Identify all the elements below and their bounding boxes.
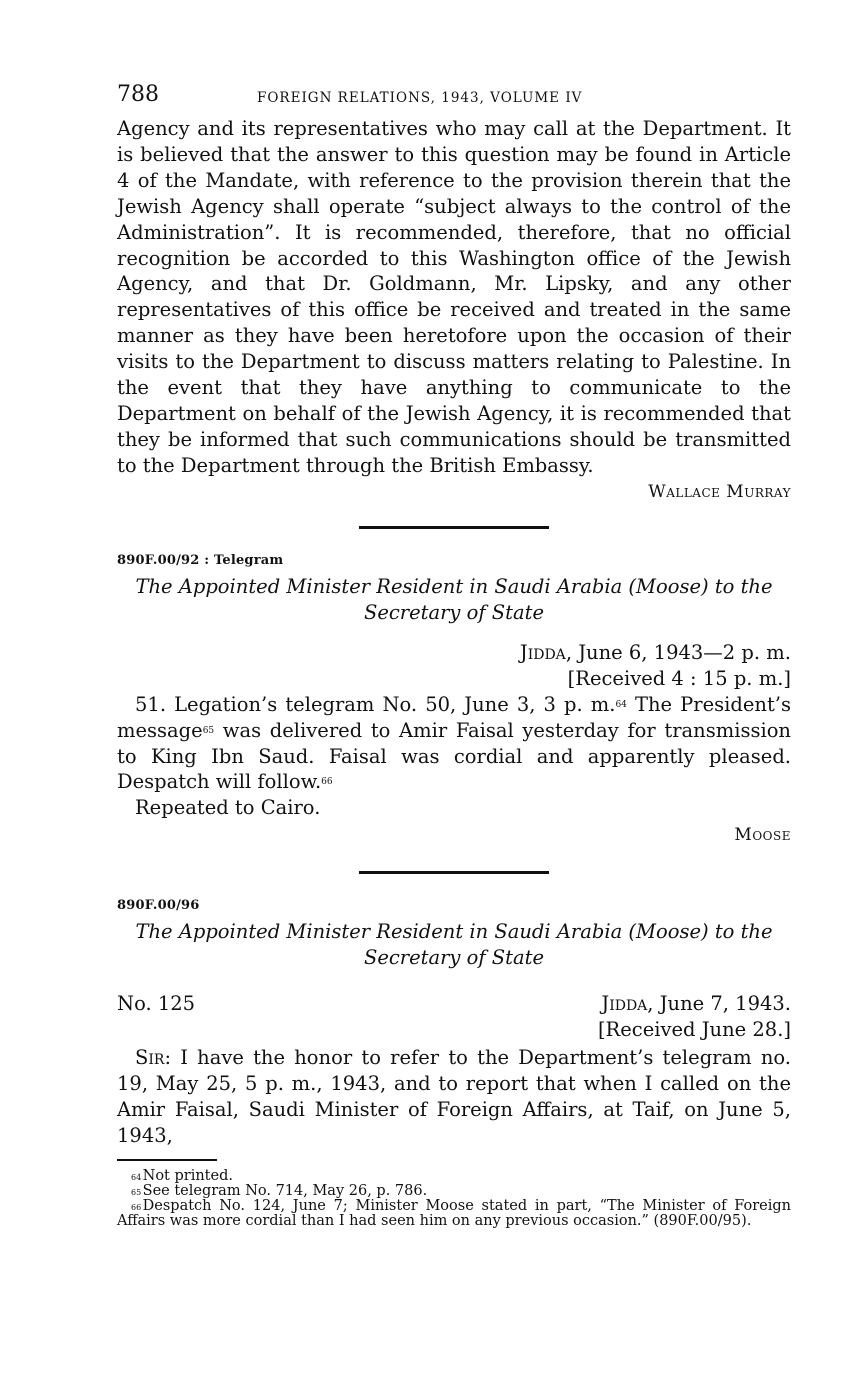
doc2-salutation: Sir: [135, 1046, 165, 1070]
section-divider: [359, 871, 549, 874]
footnote-ref-66: 66: [321, 777, 333, 788]
doc2-place: Jidda: [601, 992, 648, 1016]
doc2-dateline: [601, 991, 791, 1017]
doc1-signature: Moose: [734, 825, 791, 846]
document-page: [117, 82, 791, 1229]
footnote-divider: [117, 1159, 217, 1161]
doc2-date: , June 7, 1943.: [647, 992, 791, 1016]
memo-paragraph: Agency and its representatives who may call at the Department. It is believed that the answer to this question may be found in Article 4 of the Mandate, with reference to the provision therein that the Jewish Agency shall operate “subject always to the control of the Administration”. It is recommended, therefore, that no official recognition be accorded to this Washington office of the Jewish Agency, and that Dr. Goldmann, Mr. Lipsky, and any other representatives of this office be received and treated in the same manner as they have been heretofore upon the occasion of their visits to the Department to discuss matters relating to Palestine. In the event that they have anything to communicate to the Department on behalf of the Jewish Agency, it is recommended that they be informed that such communications should be transmitted to the Department through the British Embassy.: [117, 117, 791, 477]
doc1-received: [Received 4 : 15 p. m.]: [567, 666, 791, 690]
doc2-title: [117, 919, 791, 971]
doc2-received: [Received June 28.]: [597, 1018, 791, 1042]
doc1-para-b: The President’s message: [117, 692, 791, 742]
footnote-mark: 65: [131, 1187, 142, 1197]
doc1-file-reference: 890F.00/92 : Telegram: [117, 552, 284, 568]
footnote-text: Not printed.: [142, 1167, 233, 1184]
page-header: [117, 82, 791, 116]
page-number: 788: [117, 82, 159, 107]
footnote-64: [117, 1169, 791, 1184]
doc2-paragraph: [117, 1045, 791, 1149]
doc1-repeated: Repeated to Cairo.: [135, 796, 321, 820]
footnote-mark: 64: [131, 1172, 142, 1182]
doc1-paragraph: [117, 692, 791, 796]
footnote-ref-65: 65: [202, 725, 215, 736]
doc1-title: [117, 574, 791, 626]
doc2-title-line2: Secretary of State: [363, 946, 545, 970]
footnote-65: [117, 1184, 791, 1199]
doc1-para-c: was delivered to Amir Faisal yesterday for transmission to King Ibn Saud. Faisal was cordial and apparently pleased. Despatch will follow.: [117, 718, 791, 794]
footnote-ref-64: 64: [615, 699, 627, 710]
doc2-title-line1: The Appointed Minister Resident in Saudi Arabia (Moose) to the: [135, 920, 773, 944]
footnote-text: See telegram No. 714, May 26, p. 786.: [142, 1182, 428, 1199]
section-divider: [359, 526, 549, 529]
running-title: FOREIGN RELATIONS, 1943, VOLUME IV: [257, 90, 583, 106]
doc1-title-line1: The Appointed Minister Resident in Saudi Arabia (Moose) to the: [135, 574, 773, 598]
doc2-paragraph-text: : I have the honor to refer to the Department’s telegram no. 19, May 25, 5 p. m., 1943, and to report that when I called on the Amir Faisal, Saudi Minister of Foreign Affairs, at Taif, on June 5, 1943,: [117, 1046, 791, 1147]
memo-signature: Wallace Murray: [648, 481, 791, 502]
doc2-file-reference: 890F.00/96: [117, 898, 200, 914]
doc1-date: , June 6, 1943—2 p. m.: [565, 640, 791, 664]
footnote-66: [117, 1199, 791, 1229]
footnote-mark: 66: [131, 1202, 142, 1212]
footnotes: [117, 1169, 791, 1229]
footnote-text: Despatch No. 124, June 7; Minister Moose stated in part, “The Minister of Foreign Affairs was more cordial than I had seen him on any previous occasion.” (890F.00/95).: [117, 1197, 791, 1229]
doc1-dateline: [117, 640, 791, 666]
doc1-para-a: 51. Legation’s telegram No. 50, June 3, 3 p. m.: [135, 692, 616, 716]
doc2-number: No. 125: [117, 992, 196, 1016]
doc2-number-dateline: [117, 991, 791, 1017]
doc1-title-line2: Secretary of State: [363, 600, 545, 624]
doc1-place: Jidda: [519, 640, 566, 664]
